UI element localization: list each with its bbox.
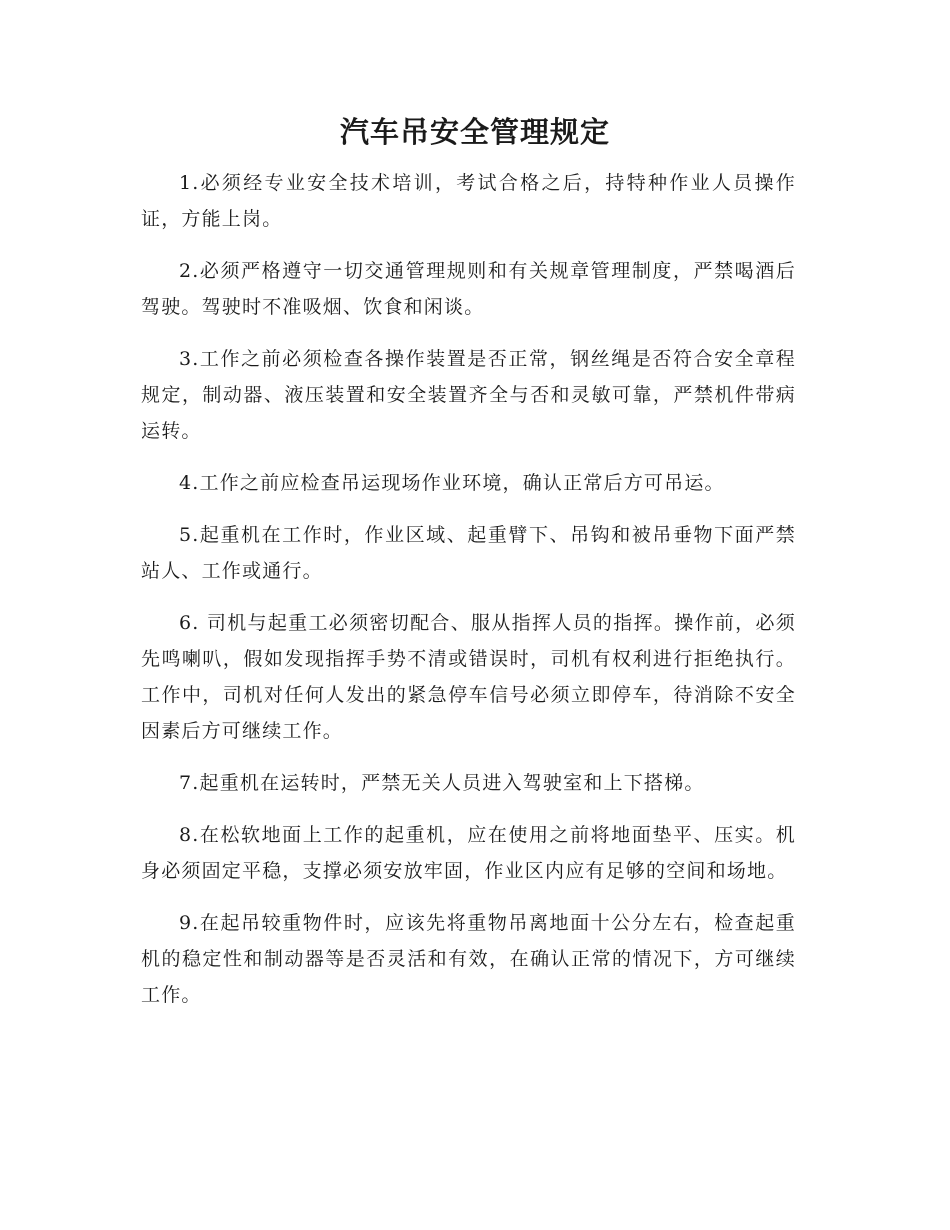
rule-paragraph-6: 6. 司机与起重工必须密切配合、服从指挥人员的指挥。操作前，必须先鸣喇叭，假如发现指挥手势不清或错误时，司机有权利进行拒绝执行。工作中，司机对任何人发出的紧急停车信号必须立即停车，待消除不安全因素后方可继续工作。 xyxy=(141,612,796,742)
rule-paragraph-4: 4.工作之前应检查吊运现场作业环境，确认正常后方可吊运。 xyxy=(179,472,725,494)
rule-paragraph-7: 7.起重机在运转时，严禁无关人员进入驾驶室和上下搭梯。 xyxy=(179,772,705,794)
rule-paragraph-5: 5.起重机在工作时，作业区域、起重臂下、吊钩和被吊垂物下面严禁站人、工作或通行。 xyxy=(141,524,796,582)
document-title: 汽车吊安全管理规定 xyxy=(339,115,610,149)
rule-paragraph-2: 2.必须严格遵守一切交通管理规则和有关规章管理制度，严禁喝酒后驾驶。驾驶时不准吸烟、饮食和闲谈。 xyxy=(141,260,796,318)
rule-paragraph-9: 9.在起吊较重物件时，应该先将重物吊离地面十公分左右，检查起重机的稳定性和制动器等是否灵活和有效，在确认正常的情况下，方可继续工作。 xyxy=(141,912,796,1006)
rule-paragraph-1: 1.必须经专业安全技术培训，考试合格之后，持特种作业人员操作证，方能上岗。 xyxy=(141,172,796,230)
document-body xyxy=(141,165,796,1029)
rule-paragraph-8: 8.在松软地面上工作的起重机，应在使用之前将地面垫平、压实。机身必须固定平稳，支撑必须安放牢固，作业区内应有足够的空间和场地。 xyxy=(141,824,796,882)
rule-paragraph-3: 3.工作之前必须检查各操作装置是否正常，钢丝绳是否符合安全章程规定，制动器、液压装置和安全装置齐全与否和灵敏可靠，严禁机件带病运转。 xyxy=(141,348,796,442)
